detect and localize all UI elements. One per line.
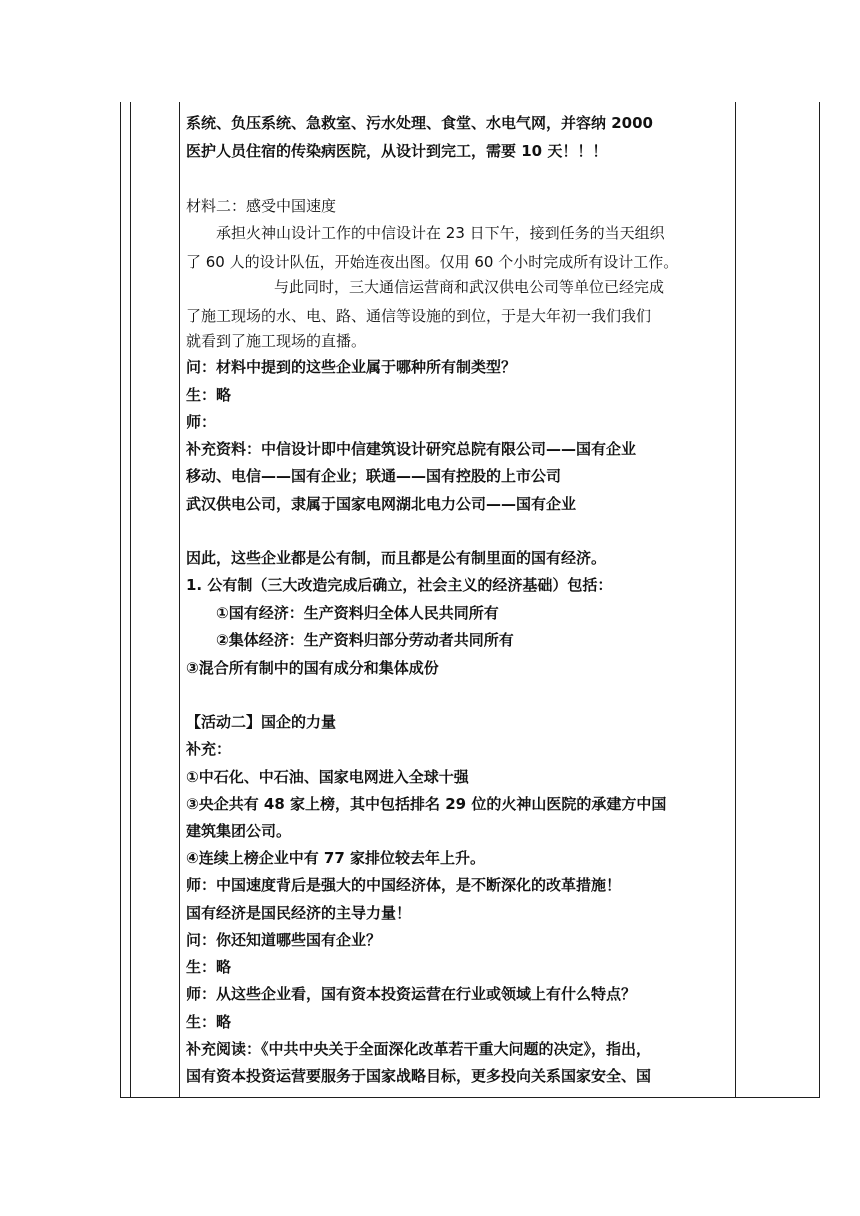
text-line: 系统、负压系统、急救室、污水处理、食堂、水电气网，并容纳 2000 — [186, 114, 653, 132]
table-border-bottom — [120, 1097, 820, 1098]
table-border-right — [819, 102, 820, 1098]
text-line: 因此，这些企业都是公有制，而且都是公有制里面的国有经济。 — [186, 549, 607, 567]
table-border-left-inner — [130, 102, 131, 1098]
text-line: 了施工现场的水、电、路、通信等设施的到位，于是大年初一我们我们 — [186, 307, 652, 325]
text-line: 国有经济是国民经济的主导力量！ — [186, 904, 412, 922]
text-line: 补充： — [186, 740, 232, 758]
supplement-line: 补充资料：中信设计即中信建筑设计研究总院有限公司——国有企业 — [186, 440, 637, 458]
list-item: ④连续上榜企业中有 77 家排位较去年上升。 — [186, 849, 486, 867]
list-item: ③混合所有制中的国有成分和集体成份 — [186, 659, 439, 677]
list-heading: 1. 公有制（三大改造完成后确立，社会主义的经济基础）包括： — [186, 576, 613, 594]
list-item: ①中石化、中石油、国家电网进入全球十强 — [186, 768, 469, 786]
list-item: ③央企共有 48 家上榜，其中包括排名 29 位的火神山医院的承建方中国 — [186, 795, 667, 813]
section-heading: 材料二：感受中国速度 — [186, 197, 337, 215]
table-column-divider-right — [735, 102, 736, 1098]
teacher-line: 师： — [186, 413, 217, 431]
text-line: 了 60 人的设计队伍，开始连夜出图。仅用 60 个小时完成所有设计工作。 — [186, 253, 679, 271]
list-item-continuation: 建筑集团公司。 — [186, 822, 292, 840]
text-line: 武汉供电公司，隶属于国家电网湖北电力公司——国有企业 — [186, 495, 577, 513]
list-item: ①国有经济：生产资料归全体人民共同所有 — [216, 604, 499, 622]
table-column-divider-left — [179, 102, 180, 1098]
activity-heading: 【活动二】国企的力量 — [186, 713, 337, 731]
teacher-line: 师：中国速度背后是强大的中国经济体，是不断深化的改革措施！ — [186, 876, 622, 894]
teacher-line: 师：从这些企业看，国有资本投资运营在行业或领域上有什么特点？ — [186, 985, 637, 1003]
table-border-left-outer — [120, 102, 121, 1098]
text-line: 移动、电信——国有企业；联通——国有控股的上市公司 — [186, 467, 562, 485]
text-line: 承担火神山设计工作的中信设计在 23 日下午，接到任务的当天组织 — [216, 224, 665, 242]
question-line: 问：你还知道哪些国有企业？ — [186, 931, 382, 949]
text-line: 就看到了施工现场的直播。 — [186, 332, 367, 350]
supplement-line: 补充阅读：《中共中央关于全面深化改革若干重大问题的决定》，指出， — [186, 1040, 652, 1058]
answer-line: 生：略 — [186, 958, 232, 976]
text-line: 医护人员住宿的传染病医院，从设计到完工，需要 10 天！！！ — [186, 142, 608, 160]
answer-line: 生：略 — [186, 386, 232, 404]
text-line: 国有资本投资运营要服务于国家战略目标，更多投向关系国家安全、国 — [186, 1067, 652, 1085]
text-line: 与此同时，三大通信运营商和武汉供电公司等单位已经完成 — [274, 278, 665, 296]
answer-line: 生：略 — [186, 1013, 232, 1031]
list-item: ②集体经济：生产资料归部分劳动者共同所有 — [216, 631, 514, 649]
question-line: 问：材料中提到的这些企业属于哪种所有制类型？ — [186, 358, 517, 376]
